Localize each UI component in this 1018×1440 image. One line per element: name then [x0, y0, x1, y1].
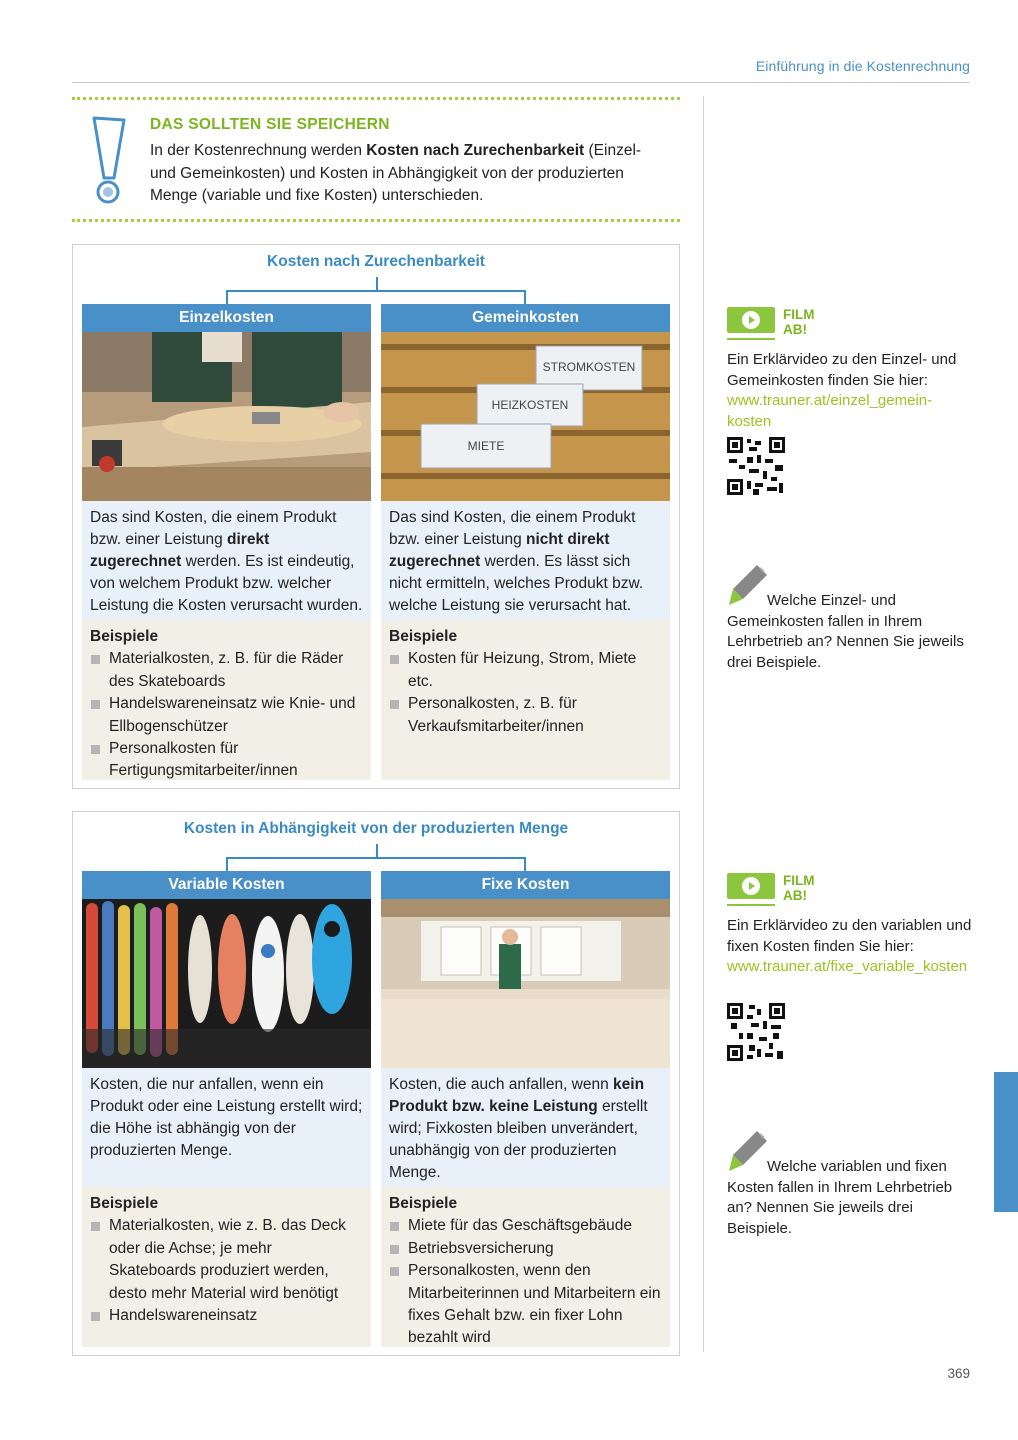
- col-examples: [82, 620, 371, 780]
- examples-title: Beispiele: [389, 628, 458, 645]
- bracket-stem: [376, 277, 378, 291]
- col-heading: Variable Kosten: [82, 871, 371, 899]
- film-play-icon[interactable]: [727, 307, 775, 333]
- col-description: Kosten, die nur anfallen, wenn ein Produkt oder eine Leistung erstellt wird; die Höhe ist abhängig von der produzierten Menge.: [82, 1068, 371, 1187]
- memo-dotted-top: [72, 97, 680, 100]
- examples-title: Beispiele: [90, 628, 159, 645]
- film-text: Ein Erklärvideo zu den Einzel- und Gemeinkosten finden Sie hier:: [727, 351, 957, 389]
- box-title: Kosten in Abhängigkeit von der produzierten Menge: [183, 820, 569, 837]
- col-examples: [82, 1187, 371, 1347]
- page-number: 369: [947, 1366, 970, 1381]
- example-item: Materialkosten, wie z. B. das Deck oder die Achse; je mehr Skateboards produziert werden, desto mehr Material wird benötigt: [90, 1215, 363, 1305]
- task-text: Welche Einzel- und Gemeinkosten fallen in Ihrem Lehrbetrieb an? Nennen Sie jeweils drei Beispiele.: [727, 592, 964, 671]
- bracket: [226, 290, 526, 304]
- example-item: Handelswareneinsatz: [90, 1305, 363, 1327]
- examples-title: Beispiele: [389, 1195, 458, 1212]
- film-label: FILM AB!: [783, 307, 815, 337]
- col-fixe-kosten: [381, 871, 670, 1347]
- workshop-photo: [82, 332, 371, 501]
- task-text: Welche variablen und fixen Kosten fallen in Ihrem Lehrbetrieb an? Nennen Sie jeweils drei Beispiele.: [727, 1158, 953, 1237]
- memo-text: In der Kostenrechnung werden Kosten nach Zurechenbarkeit (Einzel- und Gemeinkosten) und Kosten in Abhängigkeit von der produzierten Menge (variable und fixe Kosten) unterschieden.: [150, 142, 642, 204]
- qr-code-icon[interactable]: [727, 1003, 785, 1061]
- film-underline: [727, 338, 775, 340]
- example-item: Materialkosten, z. B. für die Räder des Skateboards: [90, 648, 363, 693]
- example-item: Kosten für Heizung, Strom, Miete etc.: [389, 648, 662, 693]
- box-zurechenbarkeit: [72, 244, 680, 789]
- film-underline: [727, 904, 775, 906]
- workshop-worker-photo: [381, 899, 670, 1068]
- qr-code-icon[interactable]: [727, 437, 785, 495]
- example-item: Personalkosten für Fertigungsmitarbeiter/innen: [90, 738, 363, 783]
- box-menge: [72, 811, 680, 1356]
- examples-title: Beispiele: [90, 1195, 159, 1212]
- film-text: Ein Erklärvideo zu den variablen und fixen Kosten finden Sie hier:: [727, 917, 972, 955]
- label-miete: MIETE: [467, 439, 505, 453]
- skateboards-photo: [82, 899, 371, 1068]
- running-header: Einführung in die Kostenrechnung: [755, 58, 970, 74]
- example-item: Personalkosten, wenn den Mitarbeiterinnen und Mitarbeitern ein fixes Gehalt bzw. ein fixer Lohn bezahlt wird: [389, 1260, 662, 1350]
- chapter-tab: [994, 1072, 1018, 1212]
- memo-title: DAS SOLLTEN SIE SPEICHERN: [150, 116, 390, 133]
- exclamation-icon: [84, 114, 130, 206]
- example-item: Handelswareneinsatz wie Knie- und Ellbogenschützer: [90, 693, 363, 738]
- col-heading: Gemeinkosten: [381, 304, 670, 332]
- col-description: Das sind Kosten, die einem Produkt bzw. einer Leistung direkt zugerechnet werden. Es ist eindeutig, von welchem Produkt bzw. welcher Leistung die Kosten verursacht wurden.: [82, 501, 371, 620]
- film-link[interactable]: www.trauner.at/einzel_gemein-kosten: [727, 392, 933, 430]
- label-heizkosten: HEIZKOSTEN: [491, 398, 569, 412]
- film-label: FILM AB!: [783, 873, 815, 903]
- margin-divider: [703, 96, 704, 1352]
- col-description: Kosten, die auch anfallen, wenn kein Produkt bzw. keine Leistung erstellt wird; Fixkosten bleiben unverändert, unabhängig von der produzierten Menge.: [381, 1068, 670, 1187]
- label-stromkosten: STROMKOSTEN: [542, 360, 636, 374]
- col-examples: [381, 620, 670, 780]
- example-item: Personalkosten, z. B. für Verkaufsmitarbeiter/innen: [389, 693, 662, 738]
- col-heading: Fixe Kosten: [381, 871, 670, 899]
- col-examples: [381, 1187, 670, 1347]
- film-link[interactable]: www.trauner.at/fixe_variable_kosten: [727, 958, 968, 975]
- header-rule: [72, 82, 970, 83]
- col-description: Das sind Kosten, die einem Produkt bzw. einer Leistung nicht direkt zugerechnet werden. Es lässt sich nicht ermitteln, welches Produkt bzw. welche Leistung sie verursacht hat.: [381, 501, 670, 620]
- example-item: Betriebsversicherung: [389, 1238, 662, 1260]
- memo-dotted-bottom: [72, 219, 680, 222]
- col-einzelkosten: [82, 304, 371, 780]
- col-heading: Einzelkosten: [82, 304, 371, 332]
- example-item: Miete für das Geschäftsgebäude: [389, 1215, 662, 1237]
- film-play-icon[interactable]: [727, 873, 775, 899]
- cost-labels-photo: [381, 332, 670, 501]
- bracket: [226, 857, 526, 871]
- col-gemeinkosten: [381, 304, 670, 780]
- box-title: Kosten nach Zurechenbarkeit: [267, 253, 485, 270]
- bracket-stem: [376, 844, 378, 858]
- col-variable-kosten: [82, 871, 371, 1347]
